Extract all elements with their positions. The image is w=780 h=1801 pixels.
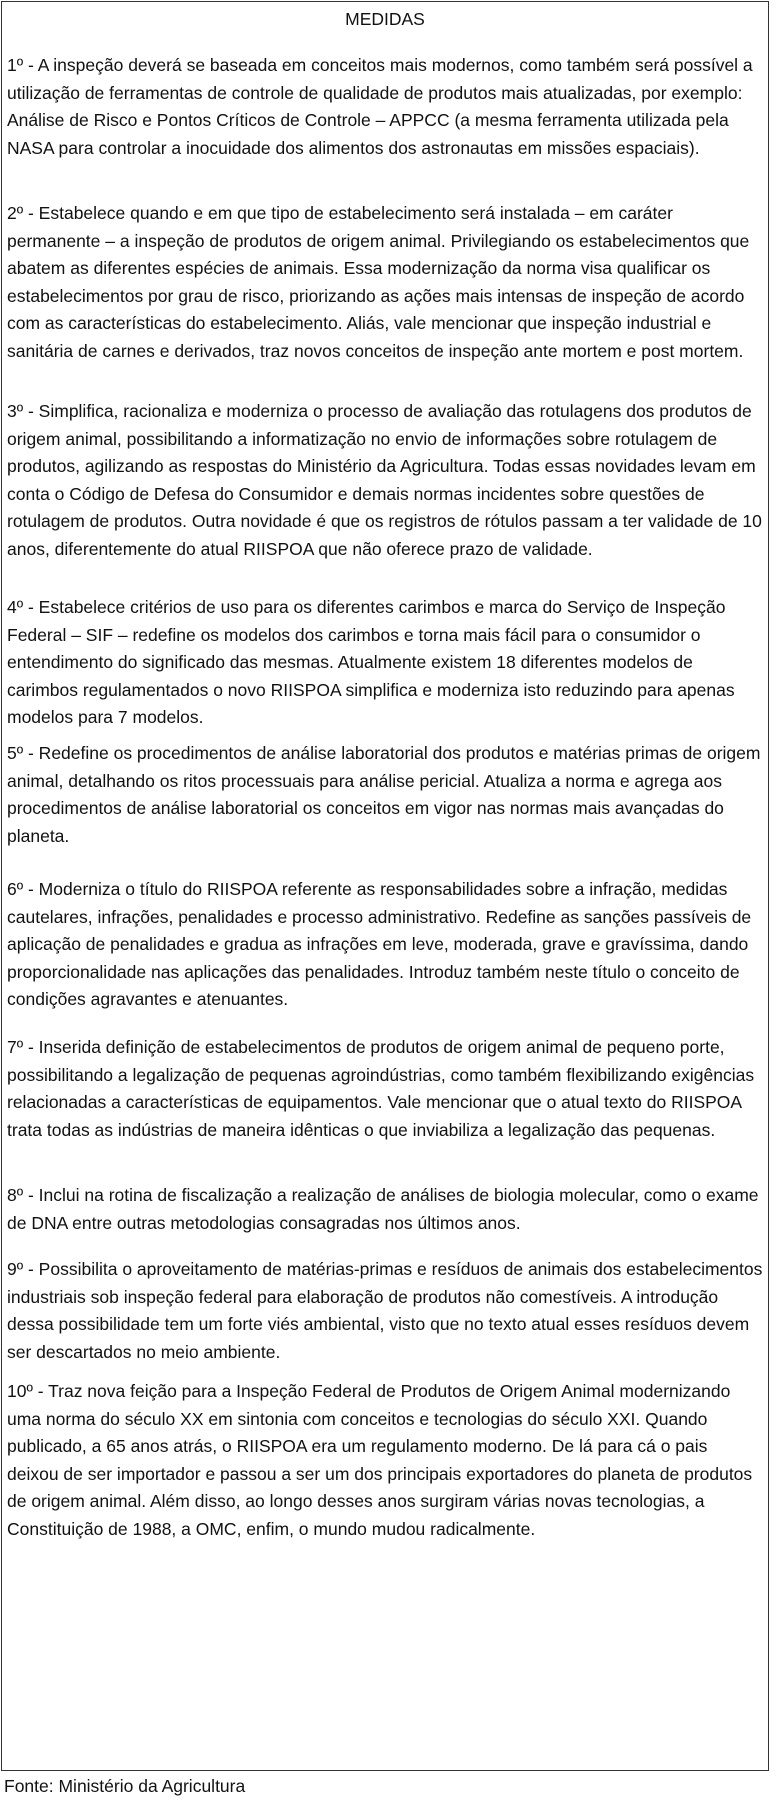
measure-item-5: 5º - Redefine os procedimentos de análise laboratorial dos produtos e matérias primas de origem animal, detalhando os ritos processuais para análise pericial. Atualiza a norma e agrega aos procedimentos de análise laboratorial os conceitos em vigor nas normas mais avançadas do planeta.	[7, 743, 761, 846]
measure-item-9: 9º - Possibilita o aproveitamento de matérias-primas e resíduos de animais dos estabelecimentos industriais sob inspeção federal para elaboração de produtos não comestíveis. A introdução dessa possibilidade tem um forte viés ambiental, visto que no texto atual esses resíduos devem ser descartados no meio ambiente.	[7, 1259, 763, 1362]
measure-item-8: 8º - Inclui na rotina de fiscalização a realização de análises de biologia molecular, como o exame de DNA entre outras metodologias consagradas nos últimos anos.	[7, 1185, 759, 1233]
measure-item-4: 4º - Estabelece critérios de uso para os diferentes carimbos e marca do Serviço de Inspeção Federal – SIF – redefine os modelos dos carimbos e torna mais fácil para o consumidor o entendimento do significado das mesmas. Atualmente existem 18 diferentes modelos de carimbos regulamentados o novo RIISPOA simplifica e moderniza isto reduzindo para apenas modelos para 7 modelos.	[7, 597, 735, 727]
measure-item-6: 6º - Moderniza o título do RIISPOA referente as responsabilidades sobre a infração, medidas cautelares, infrações, penalidades e processo administrativo. Redefine as sanções passíveis de aplicação de penalidades e gradua as infrações em leve, moderada, grave e gravíssima, dando proporcionalidade nas aplicações das penalidades. Introduz também neste título o conceito de condições agravantes e atenuantes.	[7, 879, 752, 1009]
source-note: Fonte: Ministério da Agricultura	[4, 1776, 246, 1796]
measure-item-10: 10º - Traz nova feição para a Inspeção Federal de Produtos de Origem Animal modernizando uma norma do século XX em sintonia com conceitos e tecnologias do século XXI. Quando publicado, a 65 anos atrás, o RIISPOA era um regulamento moderno. De lá para cá o pais deixou de ser importador e passou a ser um dos principais exportadores do planeta de produtos de origem animal. Além disso, ao longo desses anos surgiram várias novas tecnologias, a Constituição de 1988, a OMC, enfim, o mundo mudou radicalmente.	[7, 1381, 753, 1539]
measures-table	[1, 1, 769, 1771]
measure-item-2: 2º - Estabelece quando e em que tipo de estabelecimento será instalada – em caráter permanente – a inspeção de produtos de origem animal. Privilegiando os estabelecimentos que abatem as diferentes espécies de animais. Essa modernização da norma visa qualificar os estabelecimentos por grau de risco, priorizando as ações mais intensas de inspeção de acordo com as características do estabelecimento. Aliás, vale mencionar que inspeção industrial e sanitária de carnes e derivados, traz novos conceitos de inspeção ante mortem e post mortem.	[7, 203, 750, 361]
measure-item-1: 1º - A inspeção deverá se baseada em conceitos mais modernos, como também será possível a utilização de ferramentas de controle de qualidade de produtos mais atualizadas, por exemplo: Análise de Risco e Pontos Críticos de Controle – APPCC (a mesma ferramenta utilizada pela NASA para controlar a inocuidade dos alimentos dos astronautas em missões espaciais).	[7, 55, 753, 158]
table-title: MEDIDAS	[345, 9, 425, 29]
measure-item-7: 7º - Inserida definição de estabelecimentos de produtos de origem animal de pequeno porte, possibilitando a legalização de pequenas agroindústrias, como também flexibilizando exigências relacionadas a características de equipamentos. Vale mencionar que o atual texto do RIISPOA trata todas as indústrias de maneira idênticas o que inviabiliza a legalização das pequenas.	[7, 1037, 755, 1140]
measure-item-3: 3º - Simplifica, racionaliza e moderniza o processo de avaliação das rotulagens dos produtos de origem animal, possibilitando a informatização no envio de informações sobre rotulagem de produtos, agilizando as respostas do Ministério da Agricultura. Todas essas novidades levam em conta o Código de Defesa do Consumidor e demais normas incidentes sobre questões de rotulagem de produtos. Outra novidade é que os registros de rótulos passam a ter validade de 10 anos, diferentemente do atual RIISPOA que não oferece prazo de validade.	[7, 401, 762, 559]
